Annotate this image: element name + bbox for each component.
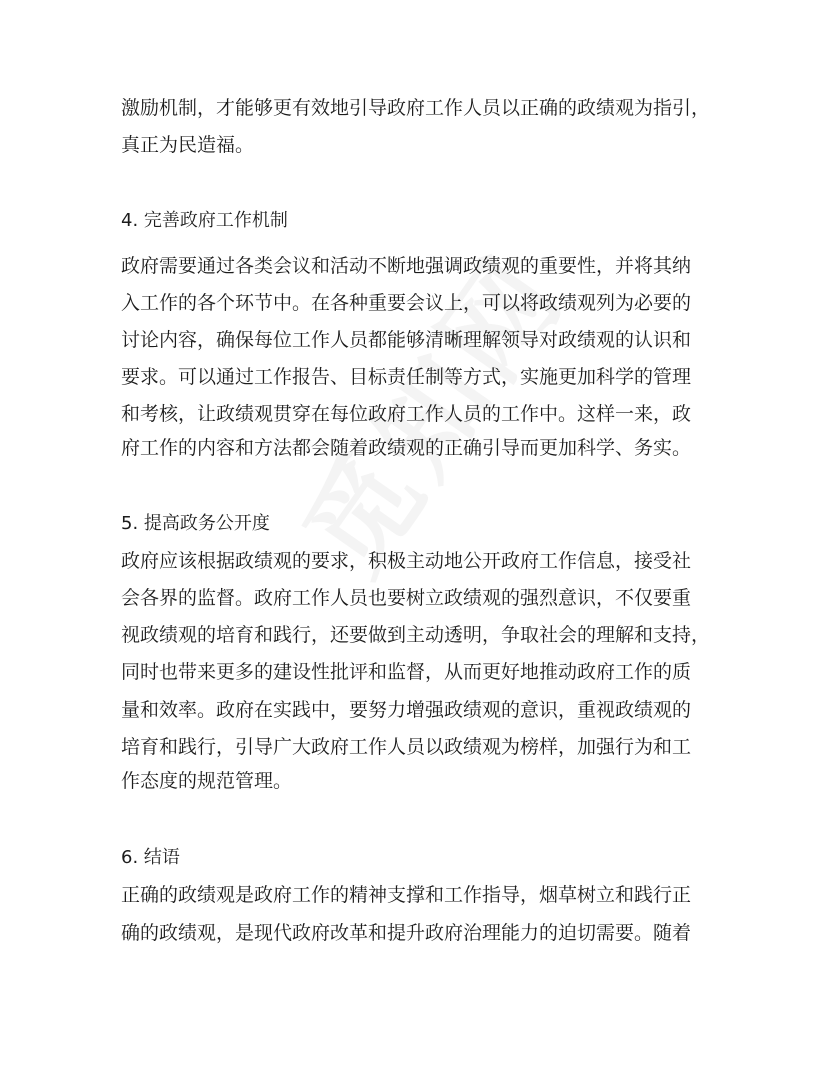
section-heading-4: 4. 完善政府工作机制	[121, 210, 288, 231]
paragraph-line: 量和效率。政府在实践中，要努力增强政绩观的意识，重视政绩观的	[121, 699, 692, 721]
paragraph-line: 政府需要通过各类会议和活动不断地强调政绩观的重要性，并将其纳	[121, 255, 692, 277]
paragraph-line: 同时也带来更多的建设性批评和监督，从而更好地推动政府工作的质	[121, 661, 692, 683]
paragraph-line: 真正为民造福。	[121, 134, 255, 156]
paragraph-line: 培育和践行，引导广大政府工作人员以政绩观为榜样，加强行为和工	[121, 736, 692, 758]
paragraph-line: 要求。可以通过工作报告、目标责任制等方式，实施更加科学的管理	[121, 366, 692, 388]
section-heading-6: 6. 结语	[121, 847, 180, 868]
paragraph-line: 视政绩观的培育和践行，还要做到主动透明，争取社会的理解和支持，	[121, 624, 711, 646]
paragraph-line: 讨论内容，确保每位工作人员都能够清晰理解领导对政绩观的认识和	[121, 329, 692, 351]
paragraph-line: 激励机制，才能够更有效地引导政府工作人员以正确的政绩观为指引，	[121, 97, 711, 119]
paragraph-line: 府工作的内容和方法都会随着政绩观的正确引导而更加科学、务实。	[121, 437, 692, 459]
paragraph-line: 入工作的各个环节中。在各种重要会议上，可以将政绩观列为必要的	[121, 292, 692, 314]
paragraph-line: 正确的政绩观是政府工作的精神支撑和工作指导，烟草树立和践行正	[121, 884, 692, 906]
section-heading-5: 5. 提高政务公开度	[121, 513, 270, 534]
paragraph-line: 和考核，让政绩观贯穿在每位政府工作人员的工作中。这样一来，政	[121, 403, 692, 425]
paragraph-line: 政府应该根据政绩观的要求，积极主动地公开政府工作信息，接受社	[121, 550, 692, 572]
paragraph-line: 确的政绩观，是现代政府改革和提升政府治理能力的迫切需要。随着	[121, 922, 692, 944]
paragraph-line: 会各界的监督。政府工作人员也要树立政绩观的强烈意识，不仅要重	[121, 587, 692, 609]
paragraph-line: 作态度的规范管理。	[121, 770, 293, 792]
